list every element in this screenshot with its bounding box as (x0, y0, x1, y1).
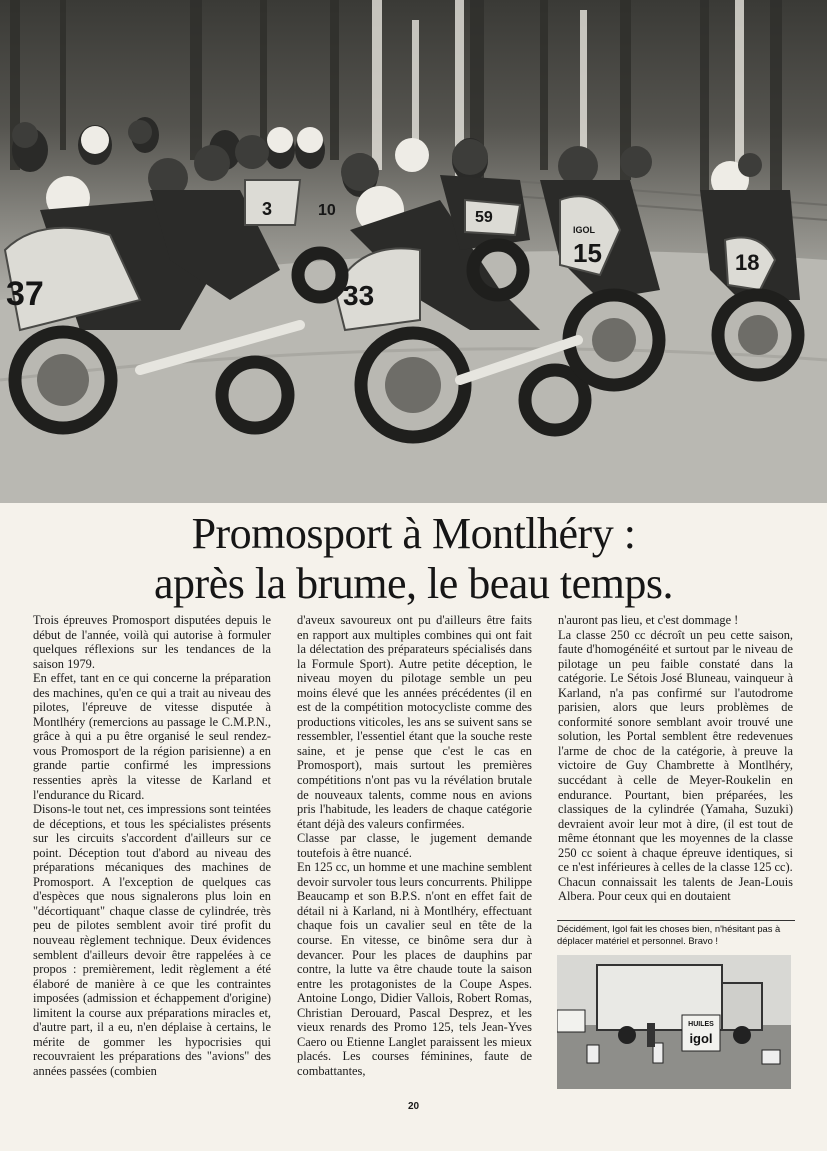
igol-truck-photo (557, 955, 791, 1089)
race-number: 18 (735, 250, 760, 275)
race-number: 3 (262, 199, 273, 219)
race-number: 37 (6, 275, 44, 313)
paragraph: La classe 250 cc décroît un peu cette saison, faute d'homogénéité et surtout par le niveau de pilotage un peu faible constaté dans la catégorie. Le Sétois José Bluneau, vainqueur à Karland, n'a pas confirmé sur l'autodrome parisien, alors que leurs problèmes de conformité sonore semblant avoir trouvé une solution, les Portal semblent être redevenues l'arme de choc de la catégorie, à preuve la victoire de Guy Chambrette à Montlhéry, succédant à celle de Meyer-Roukelin en endurance. Pourtant, bien préparées, les classiques de la cylindrée (Yamaha, Suzuki) devraient avoir leur mot à dire, (il est tout de même étonnant que les moyennes de la classe 250 cc soient à chaque épreuve identiques, si ce n'est inférieures à celles de la classe 125 cc). (558, 627, 793, 875)
banner-label: HUILES (688, 1021, 714, 1028)
paragraph: n'auront pas lieu, et c'est dommage ! (558, 613, 739, 627)
race-number: 59 (475, 209, 493, 226)
paragraph: d'aveux savoureux ont pu d'ailleurs être faits en rapport aux multiples combines qui ont fait la délectation des préparateurs spécialisés dans la Formule Sport). Autre petite déception, le niveau moyen du pilotage semble un peu moins élevé que les années précédentes (il en est de la compétition motocycliste comme des productions viticoles, les ans se suivent sans se ressembler, l'essentiel étant que la souche reste saine, et je pense que c'est le cas en Promosport), mais surtout les premières compétitions n'ont pas vu la révélation brutale de nouveaux talents, comme nous en avions pris l'habitude, les leaders de chaque catégorie étant déjà des valeurs confirmées. (297, 613, 532, 831)
race-number: 33 (343, 280, 375, 311)
column-2 (297, 613, 532, 1079)
column-1 (33, 613, 271, 1079)
article-title-line1: Promosport à Montlhéry : (191, 509, 636, 558)
page-number: 20 (407, 1101, 420, 1112)
paragraph: Classe par classe, le jugement demande toutefois à être nuancé. (297, 831, 532, 860)
race-number: 15 (573, 238, 602, 268)
paragraph: En effet, tant en ce qui concerne la préparation des machines, qu'en ce qui a trait au niveau des pilotes, l'épreuve de vitesse disputée à Montlhéry (remercions au passage le C.M.P.N., grâce à qui a pu être organisé le seul rendez-vous Promosport de la région parisienne) a en grande partie confirmé les impressions ressenties après la vitesse de Karland et l'endurance du Ricard. (33, 671, 271, 802)
race-number: 10 (318, 202, 336, 219)
hero-photo (0, 0, 827, 503)
paragraph: Chacun connaissait les talents de Jean-Louis Albera. Pour ceux qui en doutaient (558, 874, 793, 904)
article-title-line2: après la brume, le beau temps. (154, 559, 673, 608)
race-scene (0, 0, 827, 503)
paragraph: Trois épreuves Promosport disputées depuis le début de l'année, voilà qui autorise à formuler quelques réflexions sur les tendances de la saison 1979. (33, 613, 271, 671)
bike-label: IGOL (573, 225, 595, 235)
photo-caption: Décidément, Igol fait les choses bien, n'hésitant pas à déplacer matériel et personnel. Bravo ! (557, 920, 795, 947)
column-3 (558, 613, 793, 904)
paragraph: Disons-le tout net, ces impressions sont teintées de déceptions, et tous les spécialistes présents sur les circuits s'accordent d'ailleurs sur ce point. Déception tout d'abord au niveau des préparations mécaniques des machines de Promosport. A l'exception de quelques cas d'espèces que nous signalerons plus loin en "décortiquant" chaque classe de cylindrée, très peu de pilotes semblent avoir tiré profit du nouveau règlement technique. Deux évidences semblent d'ailleurs devoir être rappelées à ce propos : premièrement, ledit règlement a été élaboré de manière à ce que les contraintes imposées (admission et échappement d'origine) limitent la course aux préparations miracles et, d'autre part, il a eu, n'en déplaise à certains, le mérite de gommer les hypocrisies qui recouvraient les préparations des "avions" des années passées (combien (33, 802, 271, 1078)
banner-brand: igol (689, 1031, 713, 1046)
paragraph: En 125 cc, un homme et une machine semblent devoir survoler tous leurs concurrents. Philippe Beaucamp et son B.P.S. n'ont en effet fait de détail ni à Karland, ni à Montlhéry, effectuant chaque fois un cavalier seul en tête de la course. En vitesse, ce binôme sera dur à devancer. Pour les places de dauphins par contre, la lutte va être chaude toute la saison entre les protagonistes de la Coupe Aspes. Antoine Longo, Didier Vallois, Robert Romas, Christian Derouard, Pascal Desprez, et les vieux renards des Promo 125, tels Jean-Yves Caero ou Etienne Langlet paraissent les mieux placés. Les courses féminines, faute de combattantes, (297, 860, 532, 1078)
